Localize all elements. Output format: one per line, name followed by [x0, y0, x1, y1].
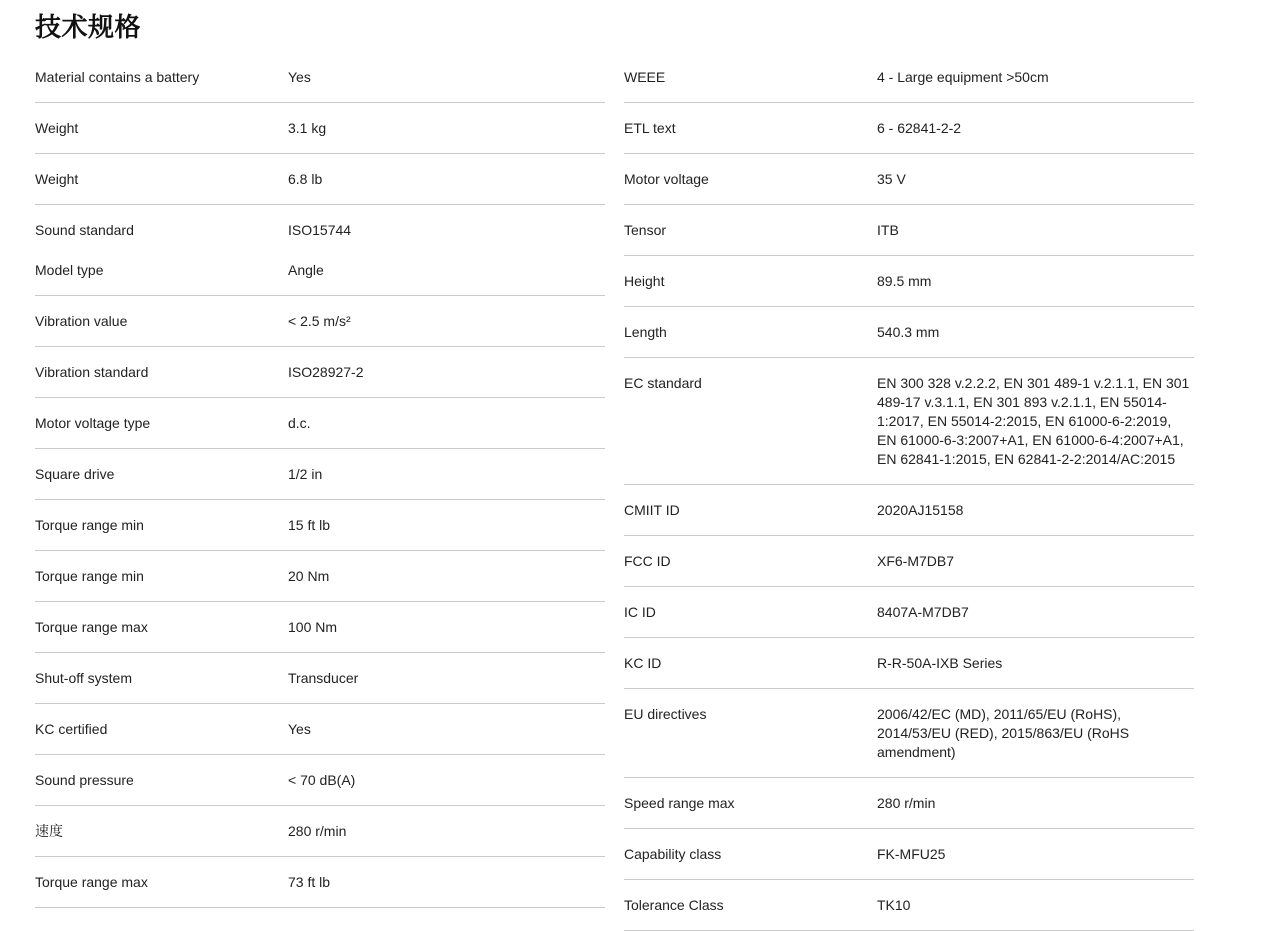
spec-value: XF6-M7DB7 [877, 553, 955, 569]
spec-cell [624, 154, 1194, 205]
spec-cell [35, 602, 605, 653]
spec-label: Shut-off system [35, 670, 133, 686]
spec-cell [35, 653, 605, 704]
spec-value: 1/2 in [288, 466, 323, 482]
spec-label: CMIIT ID [624, 502, 680, 518]
spec-row [624, 501, 1194, 520]
spec-table [35, 52, 1195, 931]
spec-label: Height [624, 273, 665, 289]
spec-value: ISO28927-2 [288, 364, 364, 380]
spec-label: Torque range max [35, 619, 148, 635]
spec-cell [624, 587, 1194, 638]
spec-label: EC standard [624, 375, 702, 391]
spec-label: EU directives [624, 706, 707, 722]
spec-value: Transducer [288, 670, 359, 686]
spec-row [35, 68, 605, 87]
spec-value: 4 - Large equipment >50cm [877, 69, 1049, 85]
spec-cell [624, 52, 1194, 103]
spec-cell [35, 347, 605, 398]
spec-row [35, 822, 605, 841]
spec-value: ISO15744 [288, 222, 352, 238]
spec-cell [624, 485, 1194, 536]
spec-cell [624, 689, 1194, 778]
spec-value: < 70 dB(A) [288, 772, 356, 788]
spec-row [624, 552, 1194, 571]
spec-label: Material contains a battery [35, 69, 200, 85]
spec-cell [35, 398, 605, 449]
spec-row [624, 221, 1194, 240]
spec-label: 速度 [35, 823, 63, 839]
spec-row [35, 363, 605, 382]
spec-row [35, 720, 605, 739]
spec-value: 3.1 kg [288, 120, 327, 136]
spec-row [624, 68, 1194, 87]
spec-row [624, 272, 1194, 291]
spec-label: Sound pressure [35, 772, 134, 788]
page-title: 技术规格 [35, 12, 142, 42]
spec-label: Capability class [624, 846, 722, 862]
spec-label: Tolerance Class [624, 897, 724, 913]
spec-label: Torque range max [35, 874, 148, 890]
spec-label: Tensor [624, 222, 667, 238]
spec-row [35, 618, 605, 637]
spec-label: Weight [35, 120, 79, 136]
spec-cell [624, 536, 1194, 587]
spec-value: 540.3 mm [877, 324, 940, 340]
spec-cell [35, 755, 605, 806]
spec-label: Speed range max [624, 795, 735, 811]
spec-cell [35, 52, 605, 103]
spec-row [35, 221, 605, 240]
spec-label: KC certified [35, 721, 108, 737]
spec-label: WEEE [624, 69, 666, 85]
spec-row [35, 567, 605, 586]
spec-value: 8407A-M7DB7 [877, 604, 969, 620]
spec-label: Motor voltage [624, 171, 709, 187]
spec-label: Vibration value [35, 313, 128, 329]
spec-row [624, 374, 1194, 469]
spec-value: 280 r/min [288, 823, 347, 839]
spec-cell [35, 449, 605, 500]
spec-cell [35, 205, 605, 296]
spec-value: EN 300 328 v.2.2.2, EN 301 489-1 v.2.1.1, EN 301 489-17 v.3.1.1, EN 301 893 v.2.1.1, EN 55014-1:2017, EN 55014-2:2015, EN 61000-6-2:2019, EN 61000-6-3:2007+A1, EN 61000-6-4:2007+A1, EN 62841-1:2015, EN 62841-2-2:2014/AC:2015 [877, 375, 1190, 467]
spec-cell [35, 103, 605, 154]
spec-row [35, 261, 605, 280]
spec-cell [35, 857, 605, 908]
spec-row [624, 119, 1194, 138]
spec-label: FCC ID [624, 553, 671, 569]
spec-row [624, 654, 1194, 673]
spec-value: < 2.5 m/s² [288, 313, 351, 329]
spec-value: TK10 [877, 897, 911, 913]
spec-row [35, 465, 605, 484]
spec-cell [624, 829, 1194, 880]
spec-row [35, 771, 605, 790]
spec-label: KC ID [624, 655, 662, 671]
spec-value: Yes [288, 721, 311, 737]
spec-cell [35, 500, 605, 551]
spec-value: 280 r/min [877, 795, 936, 811]
spec-row [35, 414, 605, 433]
spec-label: Torque range min [35, 568, 144, 584]
spec-label: Weight [35, 171, 79, 187]
spec-label: ETL text [624, 120, 676, 136]
spec-value: 20 Nm [288, 568, 330, 584]
spec-cell [624, 880, 1194, 931]
spec-row [35, 312, 605, 331]
spec-value: Yes [288, 69, 311, 85]
spec-cell [624, 778, 1194, 829]
spec-row [624, 896, 1194, 915]
spec-value: Angle [288, 262, 324, 278]
spec-cell [35, 154, 605, 205]
spec-row [35, 170, 605, 189]
spec-cell [624, 307, 1194, 358]
spec-row [35, 669, 605, 688]
spec-value: R-R-50A-IXB Series [877, 655, 1003, 671]
spec-row [624, 603, 1194, 622]
spec-value: 35 V [877, 171, 906, 187]
spec-value: 100 Nm [288, 619, 338, 635]
spec-label: Torque range min [35, 517, 144, 533]
spec-row [35, 119, 605, 138]
spec-cell [35, 806, 605, 857]
spec-value: FK-MFU25 [877, 846, 946, 862]
spec-label: IC ID [624, 604, 656, 620]
spec-cell [35, 704, 605, 755]
spec-value: 6.8 lb [288, 171, 323, 187]
spec-cell [624, 205, 1194, 256]
spec-row [35, 516, 605, 535]
spec-row [624, 323, 1194, 342]
spec-label: Sound standard [35, 222, 134, 238]
spec-column-left [35, 52, 605, 908]
spec-value: 2020AJ15158 [877, 502, 964, 518]
spec-value: ITB [877, 222, 899, 238]
spec-value: d.c. [288, 415, 311, 431]
spec-value: 89.5 mm [877, 273, 932, 289]
spec-row [35, 873, 605, 892]
spec-label: Model type [35, 262, 104, 278]
spec-value: 73 ft lb [288, 874, 331, 890]
spec-row [624, 845, 1194, 864]
spec-cell [624, 358, 1194, 485]
spec-label: Motor voltage type [35, 415, 151, 431]
spec-value: 6 - 62841-2-2 [877, 120, 962, 136]
spec-label: Length [624, 324, 667, 340]
spec-label: Square drive [35, 466, 115, 482]
spec-row [624, 794, 1194, 813]
spec-cell [624, 103, 1194, 154]
spec-cell [35, 551, 605, 602]
spec-row [624, 170, 1194, 189]
spec-label: Vibration standard [35, 364, 149, 380]
spec-cell [624, 256, 1194, 307]
spec-cell [35, 296, 605, 347]
spec-cell [624, 638, 1194, 689]
spec-value: 2006/42/EC (MD), 2011/65/EU (RoHS), 2014/53/EU (RED), 2015/863/EU (RoHS amendment) [877, 706, 1130, 760]
spec-value: 15 ft lb [288, 517, 331, 533]
spec-row [624, 705, 1194, 762]
spec-column-right [624, 52, 1194, 931]
